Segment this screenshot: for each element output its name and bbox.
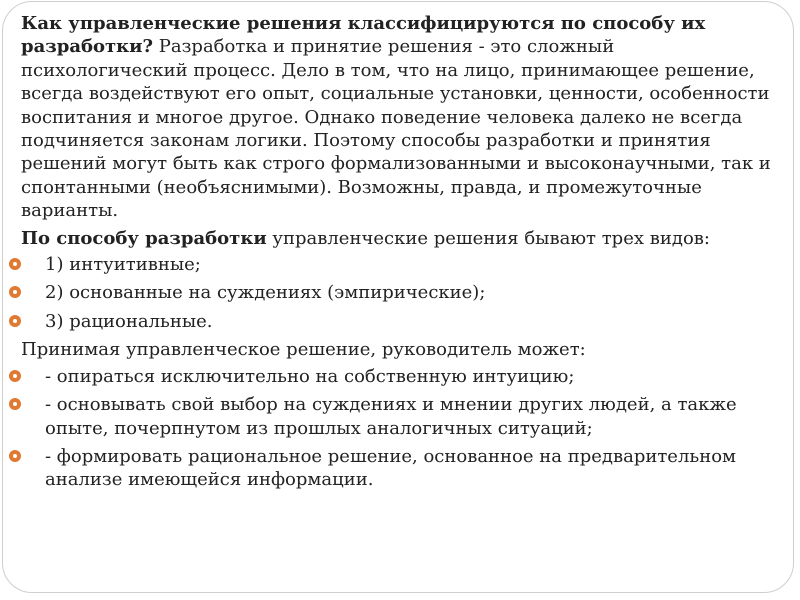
list-item-text: - основывать свой выбор на суждениях и мнении других людей, а также опыте, почерпнутом из прошлых аналогичных ситуаций; [45, 394, 737, 439]
actions-heading: Принимая управленческое решение, руководитель может: [21, 339, 586, 361]
bullet-icon [9, 398, 21, 410]
intro-paragraph [21, 12, 785, 223]
actions-list [21, 365, 785, 492]
types-heading-bold: По способу разработки [21, 227, 267, 249]
list-item [21, 281, 785, 304]
list-item-text: 2) основанные на суждениях (эмпирические); [45, 282, 486, 304]
list-item [21, 310, 785, 333]
intro-question: Как управленческие решения классифицируются по способу их разработки? [21, 13, 706, 58]
slide-content [21, 12, 785, 497]
bullet-icon [9, 286, 21, 298]
list-item [21, 445, 785, 492]
types-list [21, 253, 785, 333]
slide-frame [2, 1, 794, 593]
list-item-text: - формировать рациональное решение, основанное на предварительном анализе имеющейся информации. [45, 445, 737, 491]
types-heading-text: управленческие решения бывают трех видов: [266, 227, 710, 249]
list-item [21, 253, 785, 276]
list-item [21, 393, 785, 440]
intro-text: Разработка и принятие решения - это сложный психологический процесс. Дело в том, что на лицо, принимающее решение, всегда воздействуют его опыт, социальные установки, ценности, особенности воспитания и многое другое. Однако поведение человека далеко не всегда подчиняется законам логики. Поэтому способы разработки и принятия решений могут быть как строго формализованными и высоконаучными, так и спонтанными (необъяснимыми). Возможны, правда, и промежуточные варианты. [21, 36, 771, 222]
bullet-icon [9, 370, 21, 382]
list-item-text: 3) рациональные. [45, 310, 213, 332]
bullet-icon [9, 450, 21, 462]
types-heading-paragraph [21, 227, 785, 250]
list-item [21, 365, 785, 388]
bullet-icon [9, 258, 21, 270]
list-item-text: 1) интуитивные; [45, 254, 201, 276]
bullet-icon [9, 315, 21, 327]
list-item-text: - опираться исключительно на собственную интуицию; [45, 365, 575, 387]
